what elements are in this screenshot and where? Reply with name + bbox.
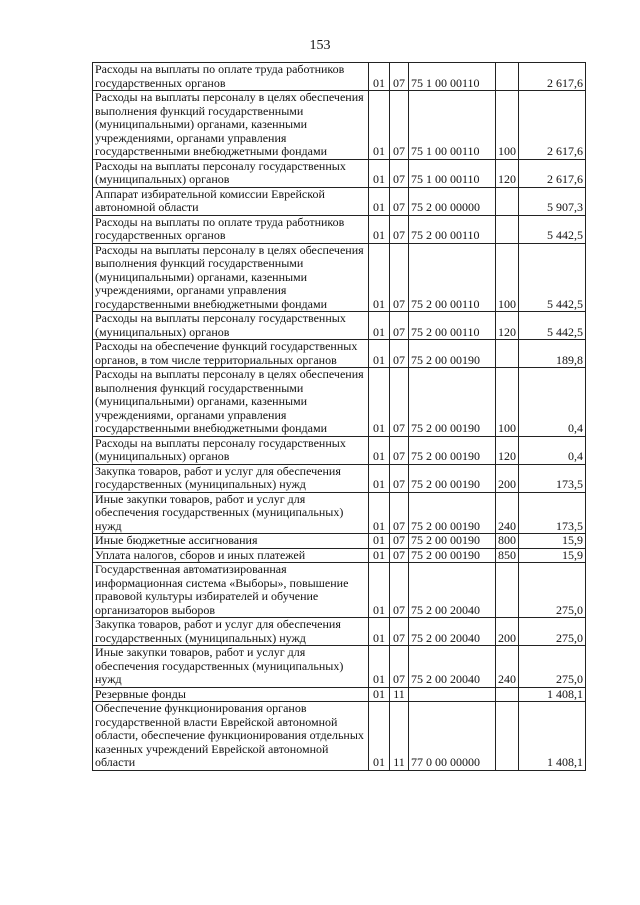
row-expense-type-code <box>496 187 519 215</box>
row-expense-type-code: 800 <box>496 534 519 549</box>
row-subsection-code: 07 <box>390 464 409 492</box>
row-amount: 2 617,6 <box>519 91 586 160</box>
row-subsection-code: 07 <box>390 91 409 160</box>
row-subsection-code: 07 <box>390 563 409 618</box>
table-row <box>93 464 586 492</box>
budget-table-body <box>93 63 586 771</box>
row-expense-type-code <box>496 687 519 702</box>
row-name: Резервные фонды <box>93 687 369 702</box>
row-subsection-code: 07 <box>390 159 409 187</box>
table-row <box>93 687 586 702</box>
row-name: Расходы на выплаты персоналу в целях обеспечения выполнения функций государственными (муниципальными) органами, казенными учреждениями, органами управления государственными внебюджетными фондами <box>93 368 369 437</box>
table-row <box>93 436 586 464</box>
table-row <box>93 215 586 243</box>
table-row <box>93 646 586 688</box>
row-expense-type-code: 120 <box>496 436 519 464</box>
row-name: Расходы на выплаты персоналу государственных (муниципальных) органов <box>93 159 369 187</box>
row-amount: 5 442,5 <box>519 312 586 340</box>
table-row <box>93 368 586 437</box>
table-row <box>93 340 586 368</box>
row-amount: 189,8 <box>519 340 586 368</box>
row-name: Закупка товаров, работ и услуг для обеспечения государственных (муниципальных) нужд <box>93 618 369 646</box>
row-section-code: 01 <box>369 687 390 702</box>
row-expense-type-code: 240 <box>496 646 519 688</box>
row-section-code: 01 <box>369 243 390 312</box>
row-name: Аппарат избирательной комиссии Еврейской автономной области <box>93 187 369 215</box>
row-name: Иные закупки товаров, работ и услуг для обеспечения государственных (муниципальных) нужд <box>93 492 369 534</box>
row-name: Расходы на обеспечение функций государственных органов, в том числе территориальных органов <box>93 340 369 368</box>
row-expense-type-code: 100 <box>496 243 519 312</box>
row-expense-type-code: 100 <box>496 368 519 437</box>
row-amount: 173,5 <box>519 492 586 534</box>
table-row <box>93 312 586 340</box>
row-expense-type-code <box>496 563 519 618</box>
row-section-code: 01 <box>369 464 390 492</box>
row-amount: 5 442,5 <box>519 215 586 243</box>
row-target-code: 75 2 00 00190 <box>409 492 496 534</box>
row-subsection-code: 07 <box>390 312 409 340</box>
row-expense-type-code <box>496 63 519 91</box>
row-target-code: 75 2 00 00000 <box>409 187 496 215</box>
row-target-code: 75 2 00 00190 <box>409 436 496 464</box>
row-subsection-code: 07 <box>390 368 409 437</box>
table-row <box>93 63 586 91</box>
row-name: Государственная автоматизированная информационная система «Выборы», повышение правовой культуры избирателей и обучение организаторов выборов <box>93 563 369 618</box>
row-name: Расходы на выплаты персоналу в целях обеспечения выполнения функций государственными (муниципальными) органами, казенными учреждениями, органами управления государственными внебюджетными фондами <box>93 91 369 160</box>
row-target-code: 75 1 00 00110 <box>409 63 496 91</box>
row-subsection-code: 07 <box>390 243 409 312</box>
row-amount: 173,5 <box>519 464 586 492</box>
row-subsection-code: 07 <box>390 618 409 646</box>
row-target-code: 75 2 00 00190 <box>409 340 496 368</box>
row-name: Уплата налогов, сборов и иных платежей <box>93 548 369 563</box>
row-section-code: 01 <box>369 646 390 688</box>
row-name: Закупка товаров, работ и услуг для обеспечения государственных (муниципальных) нужд <box>93 464 369 492</box>
row-section-code: 01 <box>369 702 390 771</box>
row-amount: 275,0 <box>519 563 586 618</box>
row-amount: 15,9 <box>519 548 586 563</box>
row-subsection-code: 07 <box>390 63 409 91</box>
row-expense-type-code: 850 <box>496 548 519 563</box>
row-amount: 0,4 <box>519 436 586 464</box>
row-target-code: 75 2 00 20040 <box>409 646 496 688</box>
row-section-code: 01 <box>369 63 390 91</box>
table-row <box>93 548 586 563</box>
table-row <box>93 187 586 215</box>
row-section-code: 01 <box>369 563 390 618</box>
row-target-code: 75 2 00 00190 <box>409 464 496 492</box>
row-expense-type-code <box>496 702 519 771</box>
row-subsection-code: 11 <box>390 702 409 771</box>
row-subsection-code: 07 <box>390 215 409 243</box>
row-target-code: 75 1 00 00110 <box>409 91 496 160</box>
row-subsection-code: 07 <box>390 436 409 464</box>
row-name: Обеспечение функционирования органов государственной власти Еврейской автономной области, обеспечение функционирования отдельных казенных учреждений Еврейской автономной области <box>93 702 369 771</box>
row-name: Расходы на выплаты персоналу государственных (муниципальных) органов <box>93 436 369 464</box>
row-subsection-code: 07 <box>390 534 409 549</box>
row-expense-type-code: 120 <box>496 159 519 187</box>
row-amount: 2 617,6 <box>519 63 586 91</box>
row-subsection-code: 07 <box>390 340 409 368</box>
row-section-code: 01 <box>369 548 390 563</box>
row-amount: 1 408,1 <box>519 687 586 702</box>
row-amount: 5 442,5 <box>519 243 586 312</box>
row-amount: 15,9 <box>519 534 586 549</box>
row-section-code: 01 <box>369 187 390 215</box>
row-expense-type-code: 200 <box>496 464 519 492</box>
row-name: Иные закупки товаров, работ и услуг для обеспечения государственных (муниципальных) нужд <box>93 646 369 688</box>
row-section-code: 01 <box>369 436 390 464</box>
row-section-code: 01 <box>369 492 390 534</box>
row-expense-type-code <box>496 340 519 368</box>
table-row <box>93 563 586 618</box>
row-target-code: 75 2 00 00190 <box>409 548 496 563</box>
row-target-code: 75 2 00 20040 <box>409 563 496 618</box>
page-number: 153 <box>309 38 331 53</box>
row-target-code: 75 1 00 00110 <box>409 159 496 187</box>
row-target-code: 75 2 00 20040 <box>409 618 496 646</box>
row-expense-type-code: 240 <box>496 492 519 534</box>
row-name: Расходы на выплаты персоналу в целях обеспечения выполнения функций государственными (муниципальными) органами, казенными учреждениями, органами управления государственными внебюджетными фондами <box>93 243 369 312</box>
row-target-code: 75 2 00 00190 <box>409 534 496 549</box>
row-subsection-code: 07 <box>390 646 409 688</box>
row-name: Расходы на выплаты по оплате труда работников государственных органов <box>93 215 369 243</box>
row-section-code: 01 <box>369 312 390 340</box>
row-target-code: 77 0 00 00000 <box>409 702 496 771</box>
row-subsection-code: 11 <box>390 687 409 702</box>
row-section-code: 01 <box>369 368 390 437</box>
row-amount: 0,4 <box>519 368 586 437</box>
row-name: Расходы на выплаты по оплате труда работников государственных органов <box>93 63 369 91</box>
table-row <box>93 702 586 771</box>
row-section-code: 01 <box>369 159 390 187</box>
row-section-code: 01 <box>369 215 390 243</box>
row-expense-type-code: 120 <box>496 312 519 340</box>
row-target-code: 75 2 00 00110 <box>409 312 496 340</box>
row-subsection-code: 07 <box>390 492 409 534</box>
row-section-code: 01 <box>369 340 390 368</box>
table-row <box>93 492 586 534</box>
row-amount: 275,0 <box>519 618 586 646</box>
table-row <box>93 159 586 187</box>
row-target-code: 75 2 00 00110 <box>409 215 496 243</box>
row-subsection-code: 07 <box>390 548 409 563</box>
row-expense-type-code: 200 <box>496 618 519 646</box>
table-row <box>93 618 586 646</box>
row-target-code: 75 2 00 00110 <box>409 243 496 312</box>
budget-table <box>92 62 586 771</box>
row-section-code: 01 <box>369 91 390 160</box>
row-amount: 1 408,1 <box>519 702 586 771</box>
row-section-code: 01 <box>369 534 390 549</box>
row-name: Расходы на выплаты персоналу государственных (муниципальных) органов <box>93 312 369 340</box>
row-section-code: 01 <box>369 618 390 646</box>
table-row <box>93 91 586 160</box>
table-row <box>93 534 586 549</box>
row-amount: 275,0 <box>519 646 586 688</box>
row-expense-type-code: 100 <box>496 91 519 160</box>
row-name: Иные бюджетные ассигнования <box>93 534 369 549</box>
row-expense-type-code <box>496 215 519 243</box>
row-amount: 2 617,6 <box>519 159 586 187</box>
row-target-code: 75 2 00 00190 <box>409 368 496 437</box>
row-amount: 5 907,3 <box>519 187 586 215</box>
row-target-code <box>409 687 496 702</box>
table-row <box>93 243 586 312</box>
row-subsection-code: 07 <box>390 187 409 215</box>
